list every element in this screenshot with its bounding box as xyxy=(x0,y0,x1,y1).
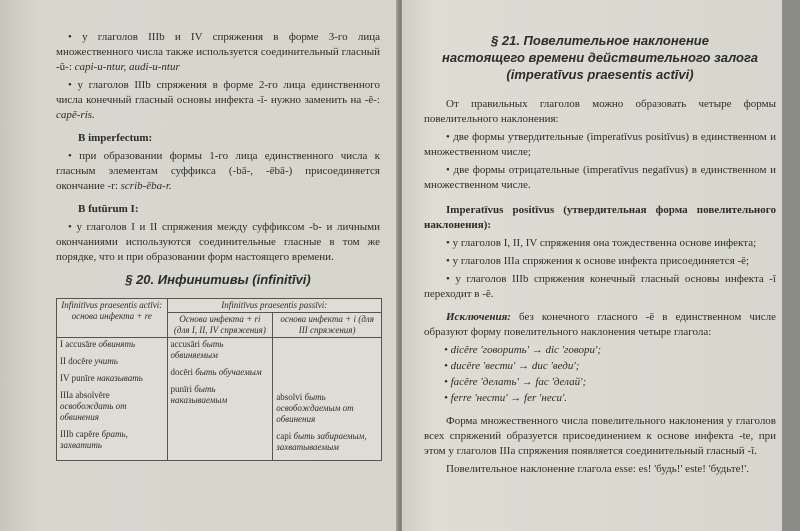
paragraph xyxy=(424,310,776,340)
example-line: • dicĕre 'говорить' → dic 'говори'; xyxy=(444,344,601,356)
subheading-positivus: Imperatīvus positīvus (утвердительная форма повелительного наклонения): xyxy=(424,204,776,231)
subheading-futurum: В futūrum I: xyxy=(78,203,139,215)
exceptions-label: Исключения: xyxy=(446,311,511,323)
subheading-imperfectum: В imperfectum: xyxy=(78,132,153,144)
table-header-passive-a: Основа инфекта + ri (для I, II, IV спряжения) xyxy=(167,313,273,338)
table-item: IIIb capĕre брать, захватить xyxy=(60,429,128,450)
table-cell-passive-b xyxy=(273,338,382,461)
left-page xyxy=(0,0,398,531)
table-cell-active xyxy=(57,338,168,461)
table-item: IV punīre наказывать xyxy=(60,373,143,383)
text: • у глаголов IIIb спряжения в форме 2-го лица единственного числа конечный гласный основы инфекта -ĭ- нужно заменить на -ĕ-: xyxy=(56,79,380,106)
paragraph: • у глаголов I, II, IV спряжения она тождественна основе инфекта; xyxy=(446,237,757,249)
paragraph: • у глаголов I и II спряжения между суффиксом -b- и личными окончаниями используются соединительные гласные в том же порядке, что и при образовании форм настоящего времени. xyxy=(56,221,380,263)
latin-example: capĕ-ris. xyxy=(56,109,95,121)
latin-example: scrib-ēba-r. xyxy=(120,180,172,192)
right-page xyxy=(402,0,800,531)
table-header-passive: Infinitīvus praesentis passīvi: xyxy=(167,299,382,313)
table-item: I accusāre обвинять xyxy=(60,339,136,349)
paragraph: • две формы утвердительные (imperatīvus positīvus) в единственном и множественном числе; xyxy=(424,131,776,158)
table-item: accusāri быть обвиняемым xyxy=(170,339,224,360)
paragraph: От правильных глаголов можно образовать четыре формы повелительного наклонения: xyxy=(424,98,776,125)
paragraph: • у глаголов IIIa спряжения к основе инфекта присоединяется -ĕ; xyxy=(446,255,750,267)
table-item: docēri быть обучаемым xyxy=(170,367,262,377)
table-header-active: Infinitīvus praesentis actīvi: основа инфекта + re xyxy=(57,299,168,338)
example-line: • ducĕre 'вести' → duc 'веди'; xyxy=(444,360,580,372)
paragraph: Форма множественного числа повелительного наклонения у глаголов всех спряжений образуется присоединением к основе инфекта -te, при этом у глаголов IIIa спряжения появляется соединительный гласный -ĭ. xyxy=(424,415,776,457)
section-title-21 xyxy=(424,32,776,83)
paragraph xyxy=(56,30,380,75)
table-cell-passive-a xyxy=(167,338,273,461)
example-line: • ferre 'нести' → fer 'неси'. xyxy=(444,392,568,404)
text: без конечного гласного -ĕ в единственном числе образуют форму повелительного наклонения четыре глагола: xyxy=(424,311,776,338)
text: • у глаголов IIIb и IV спряжения в форме 3-го лица множественного числа также используется соединительный гласный -ŭ-: xyxy=(56,31,380,73)
example-line: • facĕre 'делать' → fac 'делай'; xyxy=(444,376,587,388)
paragraph xyxy=(56,78,380,123)
table-item: II docēre учить xyxy=(60,356,118,366)
paragraph: • у глаголов IIIb спряжения конечный гласный основы инфекта -ĭ переходит в -ĕ. xyxy=(424,273,776,300)
title-line: (imperatīvus praesentis actīvi) xyxy=(506,67,694,82)
table-item: capi быть забираемым, захватываемым xyxy=(276,431,367,452)
paragraph xyxy=(56,149,380,194)
paragraph: • две формы отрицательные (imperatīvus negatīvus) в единственном и множественном числе. xyxy=(424,164,776,191)
table-item: absolvi быть освобождаемым от обвинения xyxy=(276,392,354,424)
table-item: IIIa absolvĕre освобождать от обвинения xyxy=(60,390,127,422)
latin-example: capi-u-ntur, audi-u-ntur xyxy=(74,61,180,73)
title-line: настоящего времени действительного залога xyxy=(441,50,758,65)
section-title-20: § 20. Инфинитивы (infinitīvi) xyxy=(125,272,311,287)
table-header-passive-b: основа инфекта + i (для III спряжения) xyxy=(273,313,382,338)
infinitive-table xyxy=(56,298,382,461)
text: • при образовании формы 1-го лица единственного числа к гласным элементам суффикса (-bā-, -ēbā-) присоединяется окончание -r: xyxy=(56,150,380,192)
title-line: § 21. Повелительное наклонение xyxy=(491,33,709,48)
paragraph: Повелительное наклонение глагола esse: es! 'будь!' este! 'будьте!'. xyxy=(446,463,749,475)
background-edge xyxy=(782,0,800,531)
table-item: punīri быть наказываемым xyxy=(170,384,228,405)
